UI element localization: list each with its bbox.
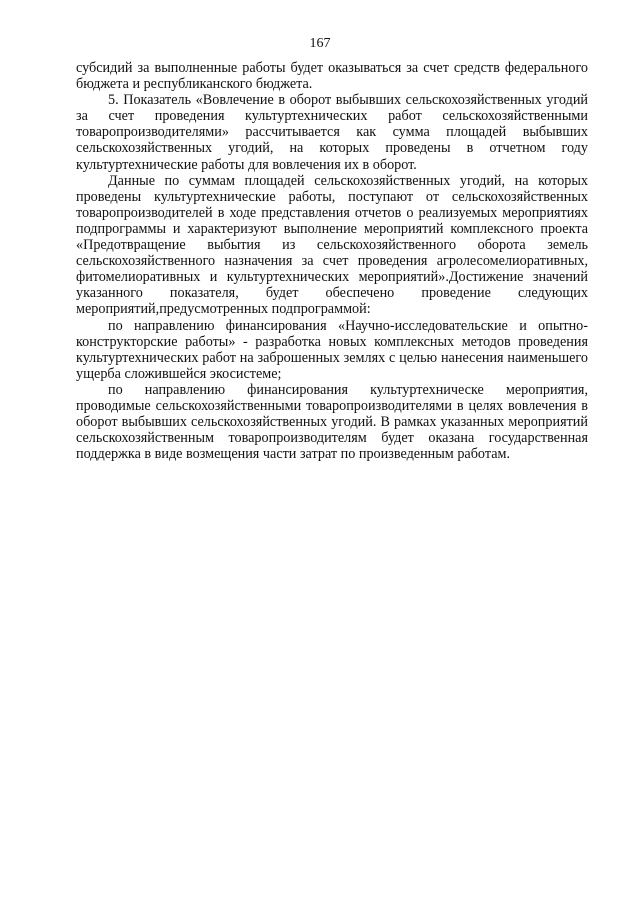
paragraph-cultural-technical-direction: по направлению финансирования культуртехническе мероприятия, проводимые сельскохозяйственными товаропроизводителями в целях вовлечения в оборот выбывших сельскохозяйственных угодий. В рамках указанных мероприятий сельскохозяйственным товаропроизводителям будет оказана государственная поддержка в виде возмещения части затрат по произведенным работам. — [76, 381, 588, 463]
paragraph-data-source: Данные по суммам площадей сельскохозяйственных угодий, на которых проведены культуртехнические работы, поступают от сельскохозяйственных товаропроизводителей в ходе представления отчетов о реализуемых мероприятиях подпрограммы и характеризуют выполнение мероприятий комплексного проекта «Предотвращение выбытия из сельскохозяйственного оборота земель сельскохозяйственного назначения за счет проведения агролесомелиоративных, фитомелиоративных и культуртехнических мероприятий».Достижение значений указанного показателя, будет обеспечено проведение следующих мероприятий,предусмотренных подпрограммой: — [76, 172, 588, 318]
body-text — [76, 60, 588, 462]
paragraph-indicator-5: 5. Показатель «Вовлечение в оборот выбывших сельскохозяйственных угодий за счет проведения культуртехнических работ сельскохозяйственными товаропроизводителями» рассчитывается как сумма площадей выбывших сельскохозяйственных угодий, на которых проведены в отчетном году культуртехнические работы для вовлечения их в оборот. — [76, 92, 588, 173]
paragraph-continuation: субсидий за выполненные работы будет оказываться за счет средств федерального бюджета и республиканского бюджета. — [76, 60, 588, 93]
page-number: 167 — [309, 36, 331, 51]
paragraph-research-direction: по направлению финансирования «Научно-исследовательские и опытно-конструкторские работы» - разработка новых комплексных методов проведения культуртехнических работ на заброшенных землях с целью нанесения наименьшего ущерба сложившейся экосистеме; — [76, 317, 588, 382]
